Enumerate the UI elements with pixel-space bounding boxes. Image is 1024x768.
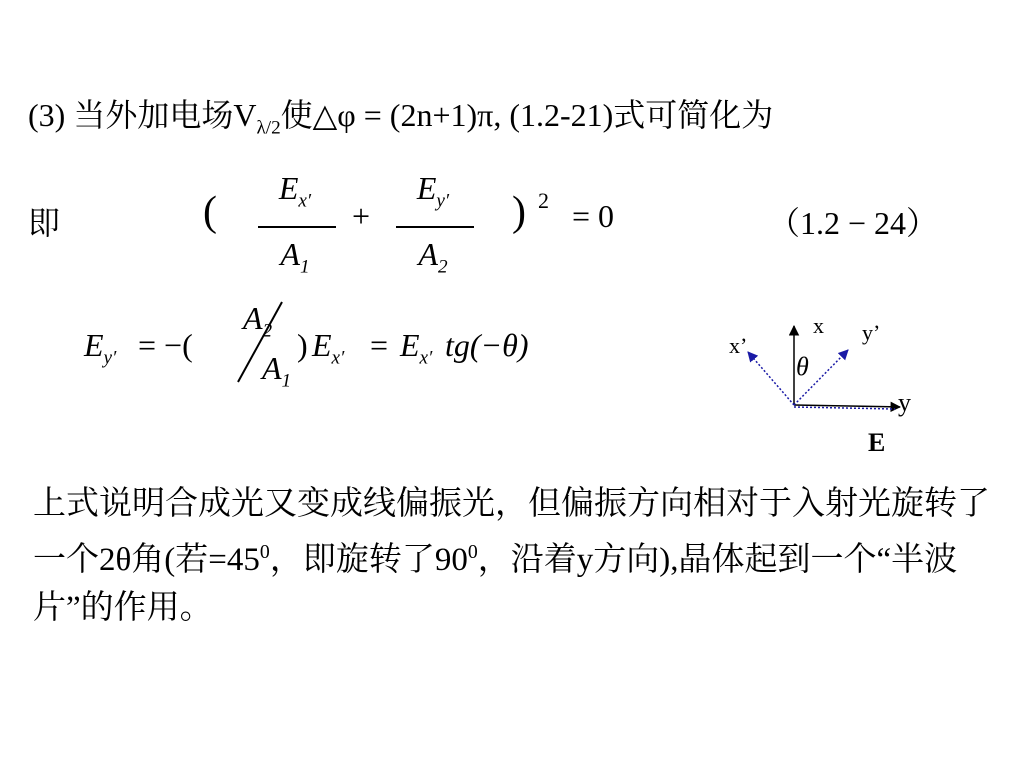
eq1-plus: + — [352, 198, 371, 234]
eq2-Ex2: $E_{x'}$ — [400, 327, 433, 369]
eq2-Ex: $E_{x'}$ — [312, 327, 345, 369]
eq1-right-paren: ) — [512, 189, 526, 235]
fraction-ex-a1 — [255, 170, 335, 212]
eq2-A2: $A_2$ — [243, 300, 273, 342]
intro-suffix: 使△φ = (2n+1)π, (1.2-21)式可简化为 — [280, 97, 774, 133]
eq2-tg-theta: tg(−θ) — [445, 327, 529, 363]
eq2-minus-paren: = −( — [138, 327, 193, 363]
fraction2-denominator: $A_2$ — [418, 236, 448, 278]
x-prime-axis — [748, 352, 794, 405]
fraction1-bar — [258, 226, 336, 228]
paragraph-part3: ，沿着y方向),晶体起到一个“半波片”的作用。 — [33, 542, 958, 626]
label-x: x — [813, 313, 824, 338]
eq2-Ey: $E_{y'}$ — [84, 327, 117, 369]
fraction2-numerator: $E_{y'}$ — [416, 170, 450, 212]
paragraph-part2: ，即旋转了90 — [269, 542, 468, 578]
fraction1-denominator: $A_1$ — [280, 236, 310, 278]
label-y-prime: y’ — [862, 320, 881, 345]
eq1-number: （1.2 − 24） — [768, 205, 939, 241]
label-y: y — [898, 388, 911, 417]
y-axis-arrow — [794, 405, 900, 407]
degree-sup-1: 0 — [259, 541, 270, 563]
lambda-half-subscript: λ/2 — [256, 117, 281, 139]
eq2-A1: $A_1$ — [262, 350, 292, 392]
fraction2-bar — [396, 226, 474, 228]
eq1-left-paren: ( — [203, 189, 217, 235]
explanation-paragraph — [33, 480, 1003, 632]
eq1-label: 即 — [28, 205, 61, 241]
eq2-equals: = — [370, 327, 389, 363]
label-theta: θ — [796, 352, 809, 381]
paragraph-part1: 上式说明合成光又变成线偏振光，但偏振方向相对于入射光旋转了一个2θ角(若=45 — [33, 486, 990, 578]
degree-sup-2: 0 — [467, 541, 478, 563]
eq1-power: 2 — [538, 188, 549, 213]
eq2-close-paren: ) — [297, 327, 308, 363]
intro-prefix: (3) 当外加电场V — [28, 97, 257, 133]
intro-line — [28, 90, 773, 139]
label-x-prime: x’ — [729, 333, 748, 358]
fraction1-numerator: $E_{x'}$ — [278, 170, 312, 212]
eq1-equals-zero: = 0 — [572, 198, 615, 234]
fraction-ey-a2 — [393, 170, 473, 212]
label-E: E — [868, 428, 886, 457]
